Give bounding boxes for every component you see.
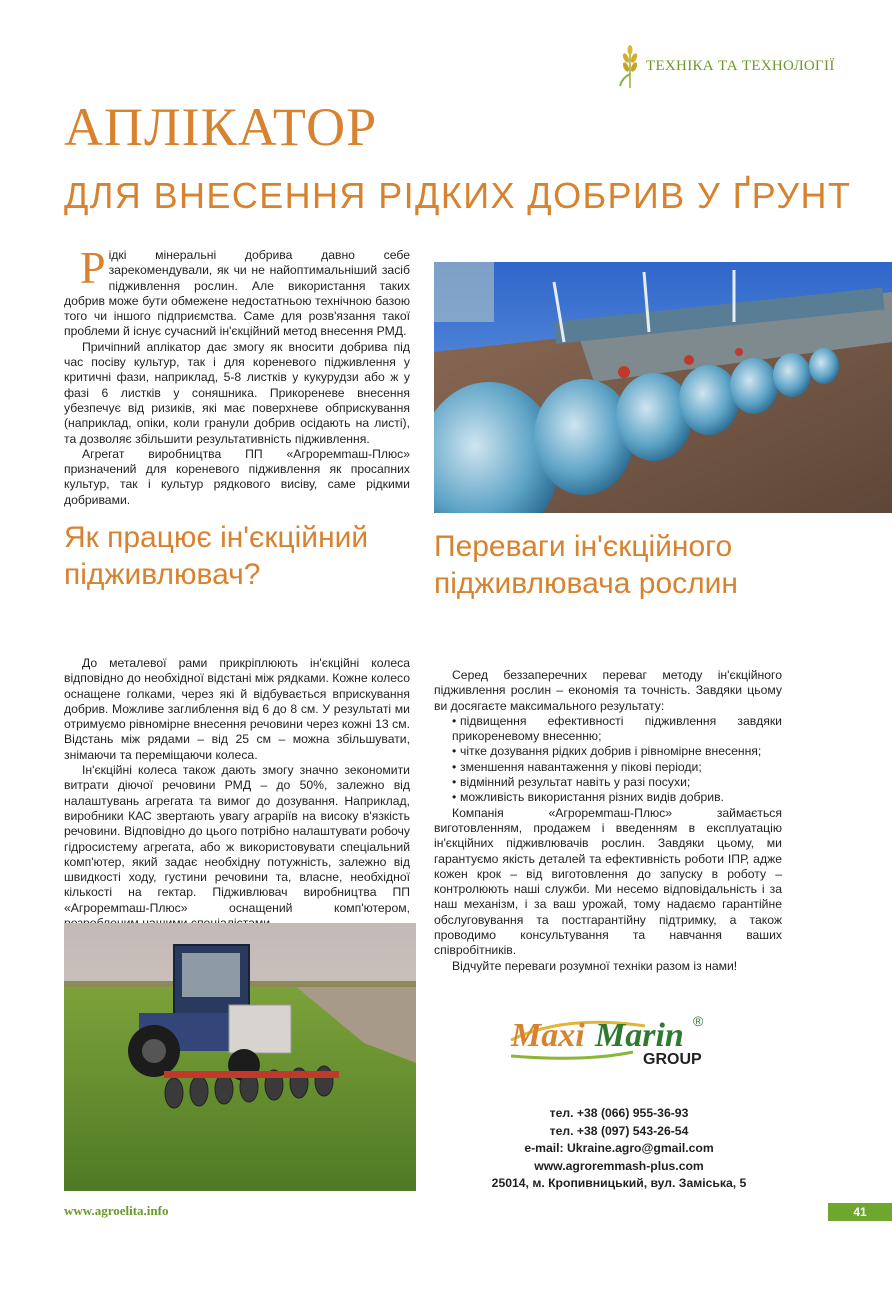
drop-cap: Р [80,242,106,293]
how-paragraph-2: Ін'єкційні колеса також дають змогу значно зекономити витрати діючої речовини РМД – до 50%, залежно від налаштувань агрегата та вимог до дозування. Наприклад, виробники КАС звертають увагу аграріїв на високу в'язкість речовини. Відповідно до цього потрібно налаштувати робочу гідросистему агрегата, або ж використовувати спеціальний комп'ютер, який задає необхідну потужність, залежно від швидкості ходу, густини речовини та, власне, необхідної кількості на гектар. Підживлювач виробництва ПП «Агроремmаш-Плюс» оснащений комп'ютером, [64,763,410,915]
wheat-ear-icon [618,44,642,88]
how-it-works-heading: Як працює ін'єкційний підживлювач? [64,521,369,591]
advantages-paragraph-1: Серед беззаперечних переваг методу ін'єкційного підживлення рослин – економія та точність. Завдяки цьому ви досягаєте максимального результату: [434,668,782,713]
phone-2: тел. +38 (097) 543-26-54 [549,1123,689,1138]
phone-1: тел. +38 (066) 955-36-93 [549,1106,689,1120]
intro-paragraph-1: Рідкі мінеральні добрива давно себе зарекомендували, як чи не найоптимальніший засіб підживлення рослин. Але використання таких добрив може бути обмежене недостатньою технічною базою того чи іншого підприємства. Саме для розв'язання такої проблеми й існує сучасний ін'єкційний метод внесення РМД. [64,242,410,339]
section-label: ТЕХНІКА ТА ТЕХНОЛОГІЇ [646,57,835,74]
article-title: АПЛІКАТОР [64,97,378,157]
advantages-list [434,714,782,806]
address: 25014, м. Кропивницький, вул. Заміська, 5 [491,1176,747,1190]
applicator-wheels-photo [434,262,892,513]
intro-section [64,242,410,508]
how-it-works-body [64,656,410,931]
list-item: • відмінний результат навіть у разі посухи; [452,775,691,790]
list-item: • чітке дозування рідких добрив і рівномірне внесення; [452,744,762,759]
advantages-paragraph-3: Відчуйте переваги розумної техніки разом із нами! [452,958,738,973]
advantages-body [434,668,782,974]
registered-mark: ® [693,1013,704,1029]
list-item: • можливість використання різних видів добрив. [452,790,724,805]
email: e-mail: Ukraine.agro@gmail.com [524,1141,714,1155]
article-subtitle: ДЛЯ ВНЕСЕННЯ РІДКИХ ДОБРИВ У ҐРУНТ [64,175,852,216]
footer-site-link[interactable]: www.agroelita.info [64,1203,169,1218]
intro-paragraph-2: Причіпний аплікатор дає змогу як вносити добрива під час посіву культур, так і для кореневого підживлення у критичні фази, наприклад, 5-8 листків у кукурудзи або ж у фазі 6 листків у соняшника. Прикореневе внесення убезпечує від ризиків, які має поверхневе обприскування (наприклад, опіки, коли гранули добрив осідають на листі), та дозволяє збільшити результативність підживлення. [64,339,410,446]
advantages-paragraph-2: Компанія «Агроремmаш-Плюс» займається виготовленням, продажем і введенням в експлуатацію ін'єкційних підживлювачів рослин. Завдяки цьому, ми гарантуємо якість деталей та ефективність роботи ІПР, адже кожен крок – від виготовлення до запуску в роботу – контролюють наші служби. Ми несемо відповідальність і за наш механізм, і за ваш урожай, тому надаємо гарантійне обслуговування та постгарантійну підтримку, а також проводимо консультування та навчання ваших співробітників. [434,805,782,958]
page-number: 41 [828,1203,892,1221]
logo-text-maxi: Maxi [511,1017,585,1054]
tractor-in-field-photo [64,923,416,1191]
intro-paragraph-3: Агрегат виробництва ПП «Агроремmаш-Плюс» призначений для кореневого підживлення як просапних культур, так і культур рядкового висіву, саме рідкими добривами. [64,446,410,507]
maximarin-logo [505,1006,723,1072]
list-item: • підвищення ефективності підживлення завдяки прикореневому внесенню; [452,713,782,744]
website: www.agroremmash-plus.com [534,1158,704,1173]
how-paragraph-1: До металевої рами прикріплюють ін'єкційні колеса відповідно до необхідної відстані між рядками. Кожне колесо оснащене голками, через які й відбувається вприскування добрив. Можливе заглиблення від 6 до 8 см. У результаті ми отримуємо рівномірне внесення речовини через кожні 13 см. Відстань між рядами – від 25 см – можна збільшувати, знімаючи та переміщаючи колеса. [64,656,410,762]
logo-text-marin: Marin [595,1017,684,1054]
list-item: • зменшення навантаження у пікові періоди; [452,759,702,774]
advantages-heading: Переваги ін'єкційного підживлювача рослин [434,530,738,600]
section-tag [618,44,835,88]
logo-text-group: GROUP [643,1051,702,1068]
contacts-block [434,1105,804,1193]
